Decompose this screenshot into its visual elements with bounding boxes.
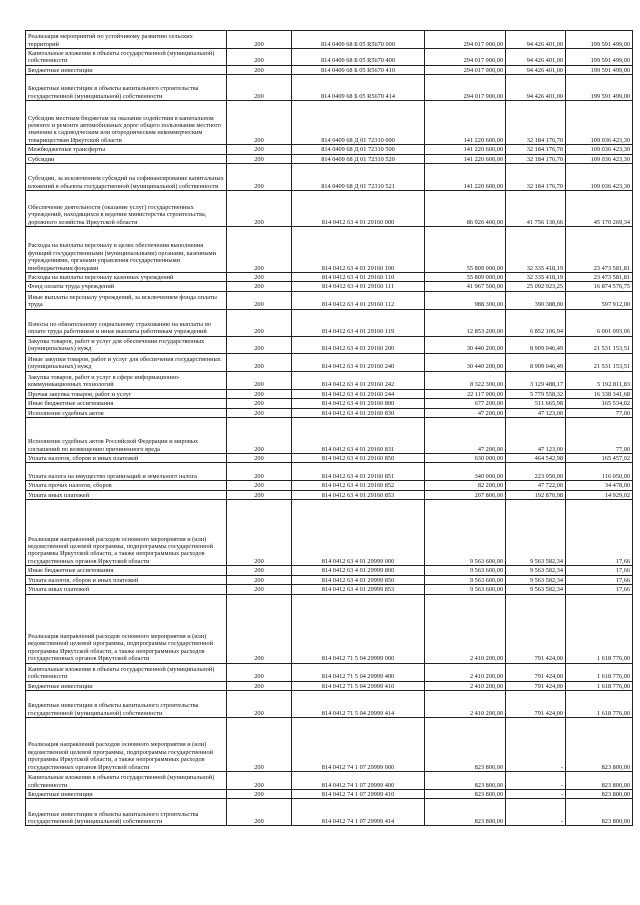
row-classification-code: 814 0412 71 5 04 29999 400 — [292, 663, 425, 681]
row-remaining-amount: 823 800,00 — [566, 717, 633, 771]
row-name — [26, 49, 227, 66]
row-executed-amount: 25 092 923,25 — [506, 282, 566, 291]
row-remaining-amount: 23 473 581,81 — [566, 273, 633, 282]
row-classification-code: 814 0412 71 5 04 29999 410 — [292, 681, 425, 690]
row-name-text: Капитальные вложения в объекты государственной (муниципальной) собственности — [28, 665, 215, 681]
row-executed-amount: 6 852 106,94 — [506, 309, 566, 336]
row-name-text: Бюджетные инвестиции в объекты капитального строительства государственной (муниципальной) собственности — [28, 85, 199, 100]
row-executed-amount: 32 184 176,70 — [506, 154, 566, 163]
row-name-text: Уплата прочих налогов, сборов — [28, 482, 112, 490]
row-line-code: 200 — [227, 154, 292, 163]
row-name-text: Расходы на выплаты персоналу казенных учреждений — [28, 274, 174, 282]
row-approved-amount: 2 410 200,00 — [425, 663, 506, 681]
row-line-code: 200 — [227, 75, 292, 101]
table-row — [26, 389, 633, 398]
row-remaining-amount: 17,66 — [566, 575, 633, 584]
row-executed-amount: 791 424,00 — [506, 681, 566, 690]
row-name-text: Реализация направлений расходов основного мероприятия и (или) ведомственной целевой программы, подпрограммы государственной программы Иркутской области, а также непрограммных расходов государственных органов Иркутской области — [28, 741, 214, 771]
row-executed-amount: 5 779 558,32 — [506, 389, 566, 398]
row-executed-amount: 94 426 401,00 — [506, 31, 566, 49]
row-name — [26, 164, 227, 191]
row-name — [26, 717, 227, 771]
table-row — [26, 481, 633, 490]
row-remaining-amount: 199 591 499,00 — [566, 49, 633, 66]
row-name-text: Уплата иных платежей — [28, 586, 90, 594]
row-name-text: Иные выплаты персоналу учреждений, за исключением фонда оплаты труда — [28, 294, 217, 309]
row-remaining-amount: 23 473 581,81 — [566, 227, 633, 273]
row-name — [26, 371, 227, 389]
row-executed-amount: 8 909 046,49 — [506, 353, 566, 371]
row-line-code: 200 — [227, 594, 292, 663]
row-name — [26, 389, 227, 398]
row-remaining-amount: 1 618 776,00 — [566, 681, 633, 690]
row-name-text: Субсидии, за исключением субсидий на софинансирование капитальных вложений в объекты государственной (муниципальной) собственности — [28, 175, 224, 190]
row-name-text: Взносы по обязательному социальному страхованию на выплаты по оплате труда работников и иные выплаты работникам учреждений — [28, 321, 212, 336]
row-classification-code: 814 0409 68 Д 01 72310 000 — [292, 101, 425, 145]
row-line-code: 200 — [227, 145, 292, 154]
row-name-text: Уплата налога на имущество организаций и земельного налога — [28, 473, 197, 481]
row-approved-amount: 988 300,00 — [425, 291, 506, 309]
row-line-code: 200 — [227, 273, 292, 282]
row-name — [26, 336, 227, 353]
row-remaining-amount: 77,00 — [566, 418, 633, 454]
row-line-code: 200 — [227, 336, 292, 353]
row-remaining-amount: 16 338 341,68 — [566, 389, 633, 398]
row-classification-code: 814 0409 68 Д 01 72310 521 — [292, 164, 425, 191]
row-name-text: Закупка товаров, работ и услуг для обеспечения государственных (муниципальных) нужд — [28, 338, 205, 353]
row-name — [26, 566, 227, 575]
table-row — [26, 371, 633, 389]
table-row — [26, 49, 633, 66]
row-remaining-amount: 14 929,02 — [566, 490, 633, 499]
row-executed-amount: 9 563 582,34 — [506, 575, 566, 584]
table-row — [26, 101, 633, 145]
row-executed-amount: 791 424,00 — [506, 594, 566, 663]
row-approved-amount: 47 200,00 — [425, 408, 506, 417]
row-line-code: 200 — [227, 418, 292, 454]
row-executed-amount: 47 123,00 — [506, 408, 566, 417]
row-remaining-amount: 16 874 576,75 — [566, 282, 633, 291]
row-classification-code: 814 0412 63 4 01 29160 200 — [292, 336, 425, 353]
row-executed-amount: 9 563 582,34 — [506, 500, 566, 566]
row-line-code: 200 — [227, 101, 292, 145]
row-classification-code: 814 0412 71 5 04 29999 000 — [292, 594, 425, 663]
row-approved-amount: 823 800,00 — [425, 799, 506, 826]
row-name-text: Прочая закупка товаров, работ и услуг — [28, 390, 132, 398]
row-name-text: Иные бюджетные ассигнования — [28, 567, 114, 575]
row-line-code: 200 — [227, 681, 292, 690]
row-approved-amount: 12 853 200,00 — [425, 309, 506, 336]
row-executed-amount: 8 909 046,49 — [506, 336, 566, 353]
row-name — [26, 191, 227, 227]
row-approved-amount: 207 800,00 — [425, 490, 506, 499]
row-remaining-amount: 597 912,00 — [566, 291, 633, 309]
row-classification-code: 814 0412 71 5 04 29999 414 — [292, 690, 425, 717]
row-classification-code: 814 0412 63 4 01 29160 852 — [292, 481, 425, 490]
row-approved-amount: 22 117 900,00 — [425, 389, 506, 398]
row-name — [26, 353, 227, 371]
row-name — [26, 463, 227, 481]
row-classification-code: 814 0412 63 4 01 29160 851 — [292, 463, 425, 481]
row-classification-code: 814 0412 63 4 01 29160 850 — [292, 454, 425, 463]
row-remaining-amount: 17,66 — [566, 500, 633, 566]
row-name-text: Исполнение судебных актов Российской Федерации и мировых соглашений по возмещению причиненного вреда — [28, 438, 199, 453]
row-name — [26, 771, 227, 789]
row-name-text: Бюджетные инвестиции — [28, 682, 93, 690]
row-name — [26, 681, 227, 690]
row-name — [26, 690, 227, 717]
table-row — [26, 500, 633, 566]
row-remaining-amount: 165 534,02 — [566, 399, 633, 408]
row-executed-amount: 47 123,00 — [506, 418, 566, 454]
row-name-text: Обеспечение деятельности (оказание услуг) государственных учреждений, находящихся в ведении министерства строительства, дорожного хозяйства Иркутской области — [28, 203, 207, 226]
table-row — [26, 681, 633, 690]
row-approved-amount: 823 800,00 — [425, 771, 506, 789]
row-remaining-amount: 199 591 499,00 — [566, 75, 633, 101]
row-classification-code: 814 0412 74 1 07 29999 400 — [292, 771, 425, 789]
row-name-text: Бюджетные инвестиции — [28, 790, 93, 798]
table-row — [26, 273, 633, 282]
row-approved-amount: 141 220 600,00 — [425, 145, 506, 154]
row-classification-code: 814 0412 63 4 01 29160 830 — [292, 408, 425, 417]
table-row — [26, 418, 633, 454]
row-name — [26, 594, 227, 663]
row-classification-code: 814 0412 63 4 01 29999 000 — [292, 500, 425, 566]
row-line-code: 200 — [227, 65, 292, 74]
row-classification-code: 814 0412 63 4 01 29160 853 — [292, 490, 425, 499]
row-classification-code: 814 0409 68 Д 01 72310 500 — [292, 145, 425, 154]
row-line-code: 200 — [227, 490, 292, 499]
row-line-code: 200 — [227, 771, 292, 789]
row-line-code: 200 — [227, 566, 292, 575]
row-name-text: Капитальные вложения в объекты государственной (муниципальной) собственности — [28, 774, 215, 789]
row-name — [26, 481, 227, 490]
row-executed-amount: - — [506, 789, 566, 798]
row-classification-code: 814 0409 68 Б 05 R5670 410 — [292, 65, 425, 74]
row-line-code: 200 — [227, 282, 292, 291]
table-row — [26, 309, 633, 336]
row-line-code: 200 — [227, 454, 292, 463]
row-line-code: 200 — [227, 371, 292, 389]
row-name-text: Расходы на выплаты персоналу в целях обеспечения выполнения функций государственными (муниципальными) органами, казенными учреждениями, органами управления государственными внебюджетными фондами — [28, 242, 216, 272]
row-approved-amount: 41 967 500,00 — [425, 282, 506, 291]
row-remaining-amount: 823 800,00 — [566, 771, 633, 789]
row-name — [26, 500, 227, 566]
row-remaining-amount: 21 531 153,51 — [566, 336, 633, 353]
row-remaining-amount: 34 478,00 — [566, 481, 633, 490]
table-body — [26, 31, 633, 826]
row-name-text: Исполнение судебных актов — [28, 409, 104, 417]
row-name — [26, 799, 227, 826]
table-row — [26, 566, 633, 575]
table-row — [26, 164, 633, 191]
row-approved-amount: 9 563 600,00 — [425, 500, 506, 566]
table-row — [26, 31, 633, 49]
row-executed-amount: 9 563 582,34 — [506, 566, 566, 575]
row-name-text: Бюджетные инвестиции — [28, 66, 93, 74]
row-name-text: Закупка товаров, работ и услуг в сфере информационно-коммуникационных технологий — [28, 374, 181, 389]
row-line-code: 200 — [227, 408, 292, 417]
row-name-text: Межбюджетные трансферты — [28, 146, 106, 154]
row-line-code: 200 — [227, 500, 292, 566]
row-classification-code: 814 0409 68 Б 05 R5670 414 — [292, 75, 425, 101]
row-approved-amount: 2 410 200,00 — [425, 681, 506, 690]
row-approved-amount: 141 220 600,00 — [425, 164, 506, 191]
row-name-text: Иные бюджетные ассигнования — [28, 400, 114, 408]
table-row — [26, 75, 633, 101]
row-remaining-amount: 45 170 269,34 — [566, 191, 633, 227]
row-approved-amount: 823 800,00 — [425, 717, 506, 771]
row-name-text: Бюджетные инвестиции в объекты капитального строительства государственной (муниципальной) собственности — [28, 702, 199, 717]
row-line-code: 200 — [227, 389, 292, 398]
row-classification-code: 814 0412 63 4 01 29160 112 — [292, 291, 425, 309]
row-approved-amount: 55 809 000,00 — [425, 273, 506, 282]
row-classification-code: 814 0412 63 4 01 29160 110 — [292, 273, 425, 282]
row-line-code: 200 — [227, 481, 292, 490]
row-name-text: Фонд оплаты труда учреждений — [28, 283, 115, 291]
row-remaining-amount: 199 591 499,00 — [566, 31, 633, 49]
table-row — [26, 690, 633, 717]
row-executed-amount: 47 722,00 — [506, 481, 566, 490]
row-name — [26, 454, 227, 463]
report-sheet — [25, 30, 630, 826]
row-name — [26, 101, 227, 145]
row-approved-amount: 55 809 000,00 — [425, 227, 506, 273]
row-name — [26, 154, 227, 163]
row-classification-code: 814 0412 63 4 01 29160 242 — [292, 371, 425, 389]
table-row — [26, 353, 633, 371]
row-name — [26, 145, 227, 154]
row-executed-amount: 390 388,00 — [506, 291, 566, 309]
table-row — [26, 594, 633, 663]
row-executed-amount: 223 950,00 — [506, 463, 566, 481]
row-line-code: 200 — [227, 164, 292, 191]
row-name — [26, 282, 227, 291]
row-classification-code: 814 0412 63 4 01 29160 800 — [292, 399, 425, 408]
row-classification-code: 814 0412 63 4 01 29160 100 — [292, 227, 425, 273]
row-line-code: 200 — [227, 309, 292, 336]
row-remaining-amount: 1 618 776,00 — [566, 690, 633, 717]
row-name-text: Реализация мероприятий по устойчивому развитию сельских территорий — [28, 33, 193, 48]
row-remaining-amount: 109 036 423,30 — [566, 145, 633, 154]
row-executed-amount: 791 424,00 — [506, 663, 566, 681]
row-remaining-amount: 109 036 423,30 — [566, 154, 633, 163]
row-name-text: Реализация направлений расходов основного мероприятия и (или) ведомственной целевой программы, подпрограммы государственной программы Иркутской области, а также непрограммных расходов государственных органов Иркутской области — [28, 632, 214, 663]
row-remaining-amount: 165 457,02 — [566, 454, 633, 463]
row-remaining-amount: 823 800,00 — [566, 789, 633, 798]
row-approved-amount: 86 926 400,00 — [425, 191, 506, 227]
row-executed-amount: - — [506, 771, 566, 789]
row-executed-amount: 32 335 418,19 — [506, 273, 566, 282]
row-classification-code: 814 0412 63 4 01 29999 800 — [292, 566, 425, 575]
table-row — [26, 771, 633, 789]
table-row — [26, 490, 633, 499]
row-approved-amount: 294 017 900,00 — [425, 31, 506, 49]
budget-execution-table — [25, 30, 633, 826]
row-name-text: Бюджетные инвестиции в объекты капитального строительства государственной (муниципальной) собственности — [28, 810, 199, 825]
row-approved-amount: 2 410 200,00 — [425, 690, 506, 717]
row-classification-code: 814 0412 63 4 01 29999 853 — [292, 585, 425, 594]
table-row — [26, 291, 633, 309]
row-remaining-amount: 21 531 153,51 — [566, 353, 633, 371]
row-line-code: 200 — [227, 49, 292, 66]
row-remaining-amount: 116 050,00 — [566, 463, 633, 481]
row-classification-code: 814 0412 63 4 01 29160 240 — [292, 353, 425, 371]
row-name — [26, 490, 227, 499]
row-executed-amount: 192 870,98 — [506, 490, 566, 499]
row-executed-amount: 94 426 401,00 — [506, 75, 566, 101]
row-remaining-amount: 5 192 811,83 — [566, 371, 633, 389]
row-approved-amount: 340 000,00 — [425, 463, 506, 481]
row-remaining-amount: 199 591 499,00 — [566, 65, 633, 74]
row-line-code: 200 — [227, 789, 292, 798]
row-name-text: Субсидия местным бюджетам на оказание содействия в капитальном ремонте и ремонте автомобильных дорог общего пользования местного значения к садоводческим или огородническим некоммерческим товариществам Иркутской области — [28, 114, 221, 144]
row-approved-amount: 294 017 900,00 — [425, 49, 506, 66]
row-line-code: 200 — [227, 291, 292, 309]
row-name — [26, 663, 227, 681]
row-approved-amount: 294 017 900,00 — [425, 75, 506, 101]
row-remaining-amount: 823 800,00 — [566, 799, 633, 826]
row-name — [26, 31, 227, 49]
table-row — [26, 282, 633, 291]
row-name — [26, 273, 227, 282]
table-row — [26, 663, 633, 681]
row-approved-amount: 9 563 600,00 — [425, 566, 506, 575]
row-executed-amount: 32 184 176,70 — [506, 164, 566, 191]
row-remaining-amount: 109 036 423,30 — [566, 101, 633, 145]
row-name — [26, 309, 227, 336]
row-line-code: 200 — [227, 191, 292, 227]
row-name — [26, 65, 227, 74]
row-line-code: 200 — [227, 575, 292, 584]
row-approved-amount: 294 017 900,00 — [425, 65, 506, 74]
row-line-code: 200 — [227, 585, 292, 594]
row-classification-code: 814 0409 68 Б 05 R5670 000 — [292, 31, 425, 49]
row-classification-code: 814 0412 63 4 01 29160 000 — [292, 191, 425, 227]
row-approved-amount: 630 000,00 — [425, 454, 506, 463]
table-row — [26, 227, 633, 273]
table-row — [26, 145, 633, 154]
row-classification-code: 814 0409 68 Д 01 72310 520 — [292, 154, 425, 163]
row-executed-amount: 464 542,98 — [506, 454, 566, 463]
row-executed-amount: 41 756 130,66 — [506, 191, 566, 227]
row-executed-amount: 511 665,98 — [506, 399, 566, 408]
row-classification-code: 814 0412 74 1 07 29999 000 — [292, 717, 425, 771]
row-approved-amount: 9 563 600,00 — [425, 575, 506, 584]
row-line-code: 200 — [227, 690, 292, 717]
table-row — [26, 454, 633, 463]
row-name-text: Капитальные вложения в объекты государственной (муниципальной) собственности — [28, 50, 215, 65]
table-row — [26, 463, 633, 481]
row-remaining-amount: 17,66 — [566, 585, 633, 594]
row-classification-code: 814 0412 63 4 01 29160 831 — [292, 418, 425, 454]
row-classification-code: 814 0412 63 4 01 29160 244 — [292, 389, 425, 398]
row-executed-amount: 9 563 582,34 — [506, 585, 566, 594]
row-name-text: Реализация направлений расходов основного мероприятия и (или) ведомственной целевой программы, подпрограммы государственной программы Иркутской области, а также непрограммных расходов государственных органов Иркутской области — [28, 535, 214, 565]
table-row — [26, 399, 633, 408]
table-row — [26, 65, 633, 74]
row-executed-amount: - — [506, 799, 566, 826]
table-row — [26, 575, 633, 584]
row-executed-amount: 94 426 401,00 — [506, 65, 566, 74]
row-executed-amount: 791 424,00 — [506, 690, 566, 717]
row-executed-amount: 32 184 176,70 — [506, 145, 566, 154]
row-name — [26, 227, 227, 273]
row-line-code: 200 — [227, 399, 292, 408]
row-executed-amount: 32 335 418,19 — [506, 227, 566, 273]
row-approved-amount: 9 563 600,00 — [425, 585, 506, 594]
row-classification-code: 814 0412 63 4 01 29160 111 — [292, 282, 425, 291]
row-line-code: 200 — [227, 227, 292, 273]
row-approved-amount: 141 220 600,00 — [425, 154, 506, 163]
row-approved-amount: 30 440 200,00 — [425, 353, 506, 371]
row-executed-amount: - — [506, 717, 566, 771]
row-executed-amount: 3 129 488,17 — [506, 371, 566, 389]
row-line-code: 200 — [227, 463, 292, 481]
table-row — [26, 408, 633, 417]
row-name — [26, 585, 227, 594]
row-executed-amount: 32 184 176,70 — [506, 101, 566, 145]
row-classification-code: 814 0409 68 Б 05 R5670 400 — [292, 49, 425, 66]
row-approved-amount: 47 200,00 — [425, 418, 506, 454]
row-classification-code: 814 0412 74 1 07 29999 410 — [292, 789, 425, 798]
row-approved-amount: 823 800,00 — [425, 789, 506, 798]
row-name — [26, 75, 227, 101]
table-row — [26, 717, 633, 771]
row-name — [26, 291, 227, 309]
row-name — [26, 408, 227, 417]
row-line-code: 200 — [227, 717, 292, 771]
row-classification-code: 814 0412 63 4 01 29160 119 — [292, 309, 425, 336]
row-approved-amount: 82 200,00 — [425, 481, 506, 490]
row-name — [26, 399, 227, 408]
row-classification-code: 814 0412 63 4 01 29999 850 — [292, 575, 425, 584]
row-name-text: Иные закупки товаров, работ и услуг для обеспечения государственных (муниципальных) нужд — [28, 356, 221, 371]
row-remaining-amount: 17,66 — [566, 566, 633, 575]
table-row — [26, 789, 633, 798]
row-name-text: Уплата налогов, сборов и иных платежей — [28, 455, 139, 463]
table-row — [26, 799, 633, 826]
row-classification-code: 814 0412 74 1 07 29999 414 — [292, 799, 425, 826]
row-name-text: Субсидии — [28, 155, 55, 163]
row-remaining-amount: 109 036 423,30 — [566, 164, 633, 191]
row-remaining-amount: 6 001 093,06 — [566, 309, 633, 336]
row-approved-amount: 2 410 200,00 — [425, 594, 506, 663]
row-name — [26, 418, 227, 454]
table-row — [26, 154, 633, 163]
row-executed-amount: 94 426 401,00 — [506, 49, 566, 66]
row-approved-amount: 677 200,00 — [425, 399, 506, 408]
table-row — [26, 585, 633, 594]
table-row — [26, 336, 633, 353]
row-approved-amount: 8 322 300,00 — [425, 371, 506, 389]
row-remaining-amount: 1 618 776,00 — [566, 663, 633, 681]
row-line-code: 200 — [227, 799, 292, 826]
row-line-code: 200 — [227, 663, 292, 681]
row-name — [26, 575, 227, 584]
row-approved-amount: 30 440 200,00 — [425, 336, 506, 353]
row-name-text: Уплата налогов, сборов и иных платежей — [28, 576, 139, 584]
row-approved-amount: 141 220 600,00 — [425, 101, 506, 145]
row-line-code: 200 — [227, 31, 292, 49]
table-row — [26, 191, 633, 227]
row-line-code: 200 — [227, 353, 292, 371]
row-remaining-amount: 1 618 776,00 — [566, 594, 633, 663]
row-name — [26, 789, 227, 798]
row-remaining-amount: 77,00 — [566, 408, 633, 417]
row-name-text: Уплата иных платежей — [28, 491, 90, 499]
